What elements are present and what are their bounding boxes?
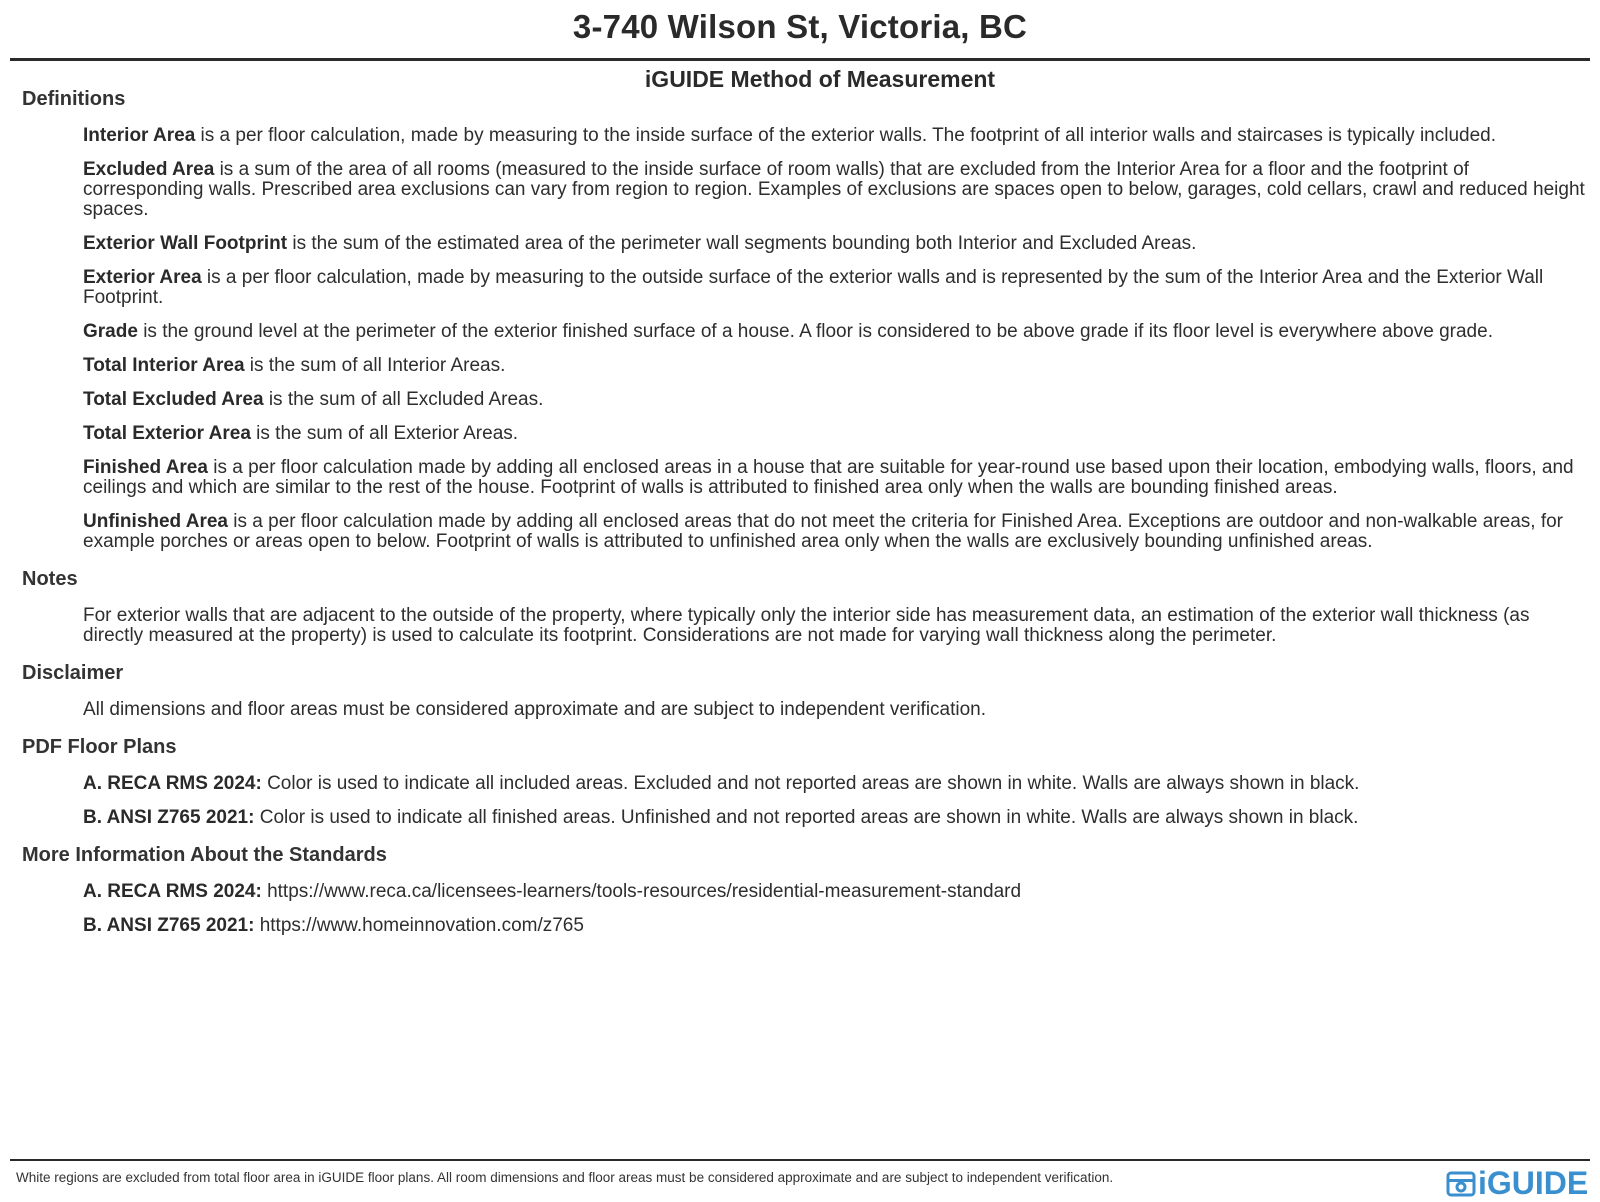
- term-description: is a sum of the area of all rooms (measured to the inside surface of room walls) that are excluded from the Interior Area for a floor and the footprint of corresponding walls. Prescribed area exclusions can vary from region to region. Examples of exclusions are spaces open to below, garages, cold cellars, crawl and reduced height spaces.: [83, 159, 1585, 220]
- list-item: [83, 356, 1592, 376]
- term-label: Excluded Area: [83, 159, 215, 180]
- section-heading: More Information About the Standards: [22, 844, 387, 866]
- term-description: Color is used to indicate all finished areas. Unfinished and not reported areas are shown in white. Walls are always shown in black.: [254, 807, 1359, 828]
- disclaimer-text: All dimensions and floor areas must be considered approximate and are subject to independent verification.: [83, 699, 987, 720]
- term-description: is a per floor calculation made by adding all enclosed areas that do not meet the criteria for Finished Area. Exceptions are outdoor and non-walkable areas, for example porches or areas open to below. Footprint of walls is attributed to unfinished area only when the walls are exclusively bounding unfinished areas.: [83, 511, 1563, 552]
- list-item: [83, 126, 1592, 146]
- more-info-list: [22, 882, 1592, 936]
- term-description: https://www.homeinnovation.com/z765: [254, 915, 584, 936]
- footer-divider: [10, 1159, 1590, 1161]
- section-heading: PDF Floor Plans: [22, 736, 177, 758]
- section-heading: Notes: [22, 568, 78, 590]
- term-description: is the sum of all Interior Areas.: [244, 355, 506, 376]
- section-heading: Disclaimer: [22, 662, 124, 684]
- list-item: [83, 268, 1592, 308]
- header-divider: [10, 58, 1590, 61]
- term-label: Exterior Wall Footprint: [83, 233, 288, 254]
- notes-text: For exterior walls that are adjacent to the outside of the property, where typically only the interior side has measurement data, an estimation of the exterior wall thickness (as directly measured at the property) is used to calculate its footprint. Considerations are not made for varying wall thickness along the perimeter.: [83, 605, 1530, 646]
- term-description: is the sum of all Exterior Areas.: [250, 423, 519, 444]
- term-label: Finished Area: [83, 457, 208, 478]
- term-label: Unfinished Area: [83, 511, 228, 532]
- list-item: [83, 774, 1592, 794]
- disclaimer-section: [22, 660, 1592, 720]
- term-description: is the sum of the estimated area of the perimeter wall segments bounding both Interior and Excluded Areas.: [287, 233, 1197, 254]
- term-label: A. RECA RMS 2024:: [83, 881, 262, 902]
- notes-section: [22, 566, 1592, 646]
- term-label: Total Interior Area: [83, 355, 245, 376]
- term-description: is the sum of all Excluded Areas.: [263, 389, 544, 410]
- pdf-floor-plans-list: [22, 774, 1592, 828]
- term-description: is a per floor calculation, made by measuring to the inside surface of the exterior walls. The footprint of all interior walls and staircases is typically included.: [195, 125, 1497, 146]
- pdf-floor-plans-section: [22, 734, 1592, 828]
- logo-text: iGUIDE: [1478, 1164, 1589, 1201]
- term-description: https://www.reca.ca/licensees-learners/tools-resources/residential-measurement-standard: [261, 881, 1022, 902]
- list-item: [83, 424, 1592, 444]
- list-item: [83, 234, 1592, 254]
- list-item: [83, 512, 1592, 552]
- term-label: Grade: [83, 321, 138, 342]
- term-label: Total Excluded Area: [83, 389, 264, 410]
- definitions-list: [22, 126, 1592, 552]
- section-heading: Definitions: [22, 88, 126, 110]
- list-item: [83, 390, 1592, 410]
- camera-icon: [1446, 1168, 1476, 1198]
- page-subtitle: iGUIDE Method of Measurement: [644, 66, 996, 92]
- footer-note: White regions are excluded from total floor area in iGUIDE floor plans. All room dimensions and floor areas must be considered approximate and are subject to independent verification.: [16, 1170, 1114, 1185]
- page-title: 3-740 Wilson St, Victoria, BC: [572, 8, 1028, 45]
- list-item: [83, 808, 1592, 828]
- term-description: is a per floor calculation, made by measuring to the outside surface of the exterior walls and is represented by the sum of the Interior Area and the Exterior Wall Footprint.: [83, 267, 1544, 308]
- document-body: [22, 86, 1592, 950]
- term-label: Total Exterior Area: [83, 423, 251, 444]
- term-label: A. RECA RMS 2024:: [83, 773, 262, 794]
- term-label: B. ANSI Z765 2021:: [83, 807, 255, 828]
- term-description: Color is used to indicate all included areas. Excluded and not reported areas are shown in white. Walls are always shown in black.: [261, 773, 1360, 794]
- term-description: is the ground level at the perimeter of the exterior finished surface of a house. A floor is considered to be above grade if its floor level is everywhere above grade.: [137, 321, 1493, 342]
- term-label: Exterior Area: [83, 267, 202, 288]
- iguide-logo: [1446, 1166, 1588, 1200]
- list-item: [83, 916, 1592, 936]
- more-info-section: [22, 842, 1592, 936]
- term-label: Interior Area: [83, 125, 196, 146]
- list-item: [83, 322, 1592, 342]
- list-item: [83, 160, 1592, 220]
- list-item: [83, 882, 1592, 902]
- term-description: is a per floor calculation made by adding all enclosed areas in a house that are suitable for year-round use based upon their location, embodying walls, floors, and ceilings and which are similar to the rest of the house. Footprint of walls is attributed to finished area only when the walls are bounding finished areas.: [83, 457, 1574, 498]
- definitions-section: [22, 86, 1592, 552]
- term-label: B. ANSI Z765 2021:: [83, 915, 255, 936]
- list-item: [83, 458, 1592, 498]
